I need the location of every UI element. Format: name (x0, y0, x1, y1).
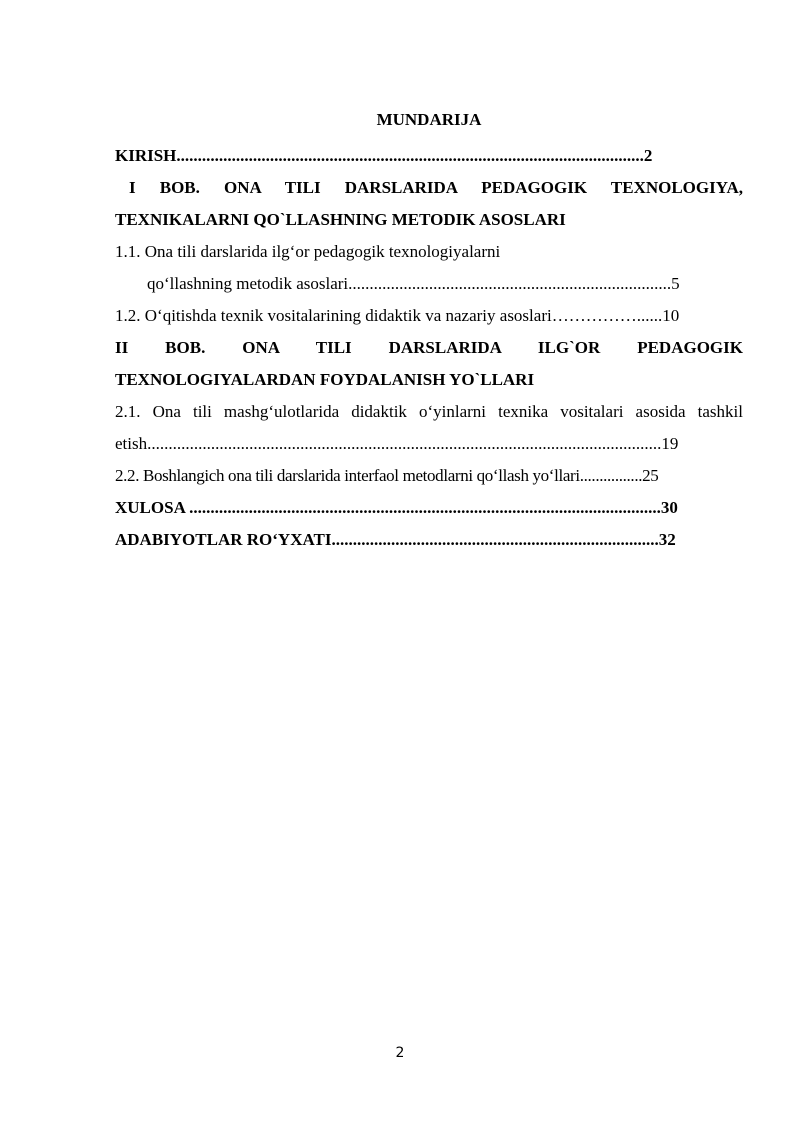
toc-chapter-1-heading-line-2: TEXNIKALARNI QO`LLASHNING METODIK ASOSLARI (115, 210, 566, 229)
toc-entry-adabiyotlar: ADABIYOTLAR RO‘YXATI.............................................................................32 (115, 530, 676, 549)
toc-entry-2-1-line-1: 2.1. Ona tili mashg‘ulotlarida didaktik o‘yinlarni texnika vositalari asosida tashkil (115, 402, 743, 421)
toc-entry-2-2: 2.2. Boshlangich ona tili darslarida interfaol metodlarni qo‘llash yo‘llari................25 (115, 466, 659, 485)
toc-entry-1-1-line-1: 1.1. Ona tili darslarida ilg‘or pedagogik texnologiyalarni (115, 242, 501, 261)
table-of-contents (115, 108, 743, 556)
toc-entry-kirish: KIRISH..............................................................................................................2 (115, 146, 653, 165)
toc-entry-2-1-line-2: etish.........................................................................................................................19 (115, 434, 679, 453)
page-number: 2 (395, 1045, 405, 1061)
toc-entry-xulosa: XULOSA ...............................................................................................................30 (115, 498, 678, 517)
toc-title: MUNDARIJA (376, 110, 482, 129)
toc-chapter-2-heading-line-1: II BOB. ONA TILI DARSLARIDA ILG`OR PEDAGOGIK (115, 338, 743, 357)
toc-entry-1-2: 1.2. O‘qitishda texnik vositalarining didaktik va nazariy asoslari……………......10 (115, 306, 680, 325)
toc-chapter-1-heading-line-1: I BOB. ONA TILI DARSLARIDA PEDAGOGIK TEXNOLOGIYA, (129, 178, 743, 197)
toc-chapter-2-heading-line-2: TEXNOLOGIYALARDAN FOYDALANISH YO`LLARI (115, 370, 535, 389)
toc-entry-1-1-line-2: qo‘llashning metodik asoslari............................................................................5 (147, 274, 680, 293)
